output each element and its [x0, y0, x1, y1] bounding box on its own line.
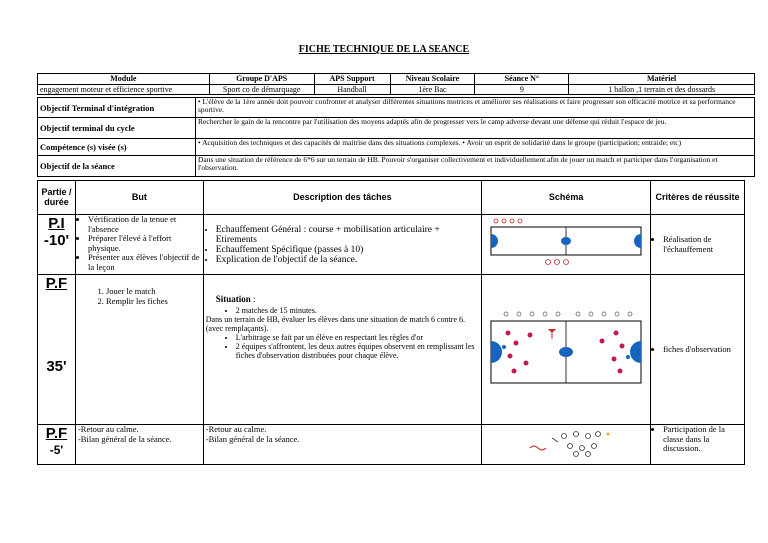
phase-duration: -5'	[49, 443, 64, 457]
group-header: Groupe D'APS	[209, 74, 314, 85]
session-header: Séance N°	[475, 74, 569, 85]
module-value: engagement moteur et efficience sportive	[38, 85, 210, 95]
level-header: Niveau Scolaire	[390, 74, 475, 85]
phase-cell	[38, 425, 76, 465]
phase-label: P.F	[45, 425, 68, 442]
tasks-cell	[203, 215, 481, 275]
criteria-item: • Participation de la classe dans la discussion.	[663, 425, 742, 454]
phase-duration: 35'	[46, 358, 67, 375]
goal-item: 2. Remplir les fiches	[106, 297, 201, 307]
situation-text: Dans un terrain de HB, évaluer les élèves dans une situation de match 6 contre 6.(avec remplaçants).	[205, 315, 465, 333]
objective-text: • Acquisition des techniques et des capacités de maitrise dans des situations complexes. • Avoir un esprit de solidarité dans le groupe (participation; entraide; etc)	[196, 139, 755, 156]
match-court-diagram	[486, 311, 646, 386]
objective-label: Objectif Terminal d'intégration	[38, 98, 196, 118]
header-table	[37, 73, 755, 95]
level-value: 1ère Bac	[390, 85, 475, 95]
goal-header: But	[75, 181, 203, 215]
session-table	[37, 180, 745, 465]
part-header: Partie / durée	[38, 181, 76, 215]
goal-item: • Présenter aux élèves l'objectif de la leçon	[88, 253, 201, 272]
objective-text: Rechercher le gain de la rencontre par l'utilisation des moyens adaptés afin de progresser vers le camp adverse devant une défense qui réduit l'espace de jeu.	[196, 118, 755, 139]
objectives-table	[37, 97, 755, 177]
page-title: FICHE TECHNIQUE DE LA SEANCE	[298, 44, 470, 55]
criteria-cell	[651, 425, 745, 465]
criteria-cell	[651, 215, 745, 275]
objective-text: • L'élève de la 1ère année doit pouvoir confronter et analyser différentes situations motrices et améliorer ses réalisations et faire progresser son efficacité motrice et sa performance sportive.	[196, 98, 755, 118]
phase-label: P.I	[48, 215, 65, 232]
group-value: Sport co de démarquage	[209, 85, 314, 95]
task-item: • Echauffement Général : course + mobilisation articulaire + Etirements	[216, 225, 479, 245]
cooldown-diagram	[486, 428, 646, 458]
situation-bullet: • 2 matches de 15 minutes.	[236, 306, 479, 315]
material-header: Matériel	[569, 74, 755, 85]
tasks-cell: Situation : • 2 matches de 15 minutes. Dans un terrain de HB, évaluer les élèves dans une situation de match 6 contre 6.(avec remplaçants). • L'arbitrage se fait par un élève en respectant les règles d'or • 2 équipes s'affrontent, les deux autres équipes observent en remplissant les fiches d'observation distribuées pour chaque élève.	[203, 275, 481, 425]
tasks-cell: -Retour au calme. -Bilan général de la séance.	[203, 425, 481, 465]
schema-cell	[482, 215, 651, 275]
goal-item: 1. Jouer le match	[106, 287, 201, 297]
aps-value: Handball	[314, 85, 390, 95]
session-value: 9	[475, 85, 569, 95]
criteria-cell	[651, 275, 745, 425]
goal-cell: -Retour au calme. -Bilan général de la séance.	[75, 425, 203, 465]
objective-label: Objectif de la séance	[38, 156, 196, 177]
schema-header: Schéma	[482, 181, 651, 215]
tasks-header: Description des tâches	[203, 181, 481, 215]
material-value: 1 ballon ,1 terrain et des dossards	[569, 85, 755, 95]
schema-cell	[482, 275, 651, 425]
criteria-item: • Réalisation de l'échauffement	[663, 235, 742, 254]
objective-label: Compétence (s) visée (s)	[38, 139, 196, 156]
goal-item: • Préparer l'élevé à l'effort physique.	[88, 234, 201, 253]
situation-item: • L'arbitrage se fait par un élève en respectant les règles d'or	[236, 333, 479, 342]
goal-item: • Vérification de la tenue et l'absence	[88, 215, 201, 234]
aps-header: APS Support	[314, 74, 390, 85]
warmup-court-diagram	[486, 217, 646, 269]
module-header: Module	[38, 74, 210, 85]
criteria-header: Critères de réussite	[651, 181, 745, 215]
objective-label: Objectif terminal du cycle	[38, 118, 196, 139]
goal-cell	[75, 215, 203, 275]
schema-cell	[482, 425, 651, 465]
task-item: • Explication de l'objectif de la séance.	[216, 255, 479, 265]
phase-cell	[38, 275, 76, 425]
situation-label: Situation	[215, 294, 251, 304]
phase-label: P.F	[45, 275, 68, 292]
phase-duration: -10'	[43, 232, 70, 249]
objective-text: Dans une situation de référence de 6*6 sur un terrain de HB. Pouvoir s'organiser collectivement et individuellement afin de jouer un match et participer dans l'organisation et l'observation.	[196, 156, 755, 177]
situation-item: • 2 équipes s'affrontent, les deux autres équipes observent en remplissant les fiches d'observation distribuées pour chaque élève.	[236, 342, 479, 360]
goal-cell	[75, 275, 203, 425]
task-item: • Echauffement Spécifique (passes à 10)	[216, 245, 479, 255]
criteria-item: • fiches d'observation	[663, 345, 742, 355]
phase-cell	[38, 215, 76, 275]
